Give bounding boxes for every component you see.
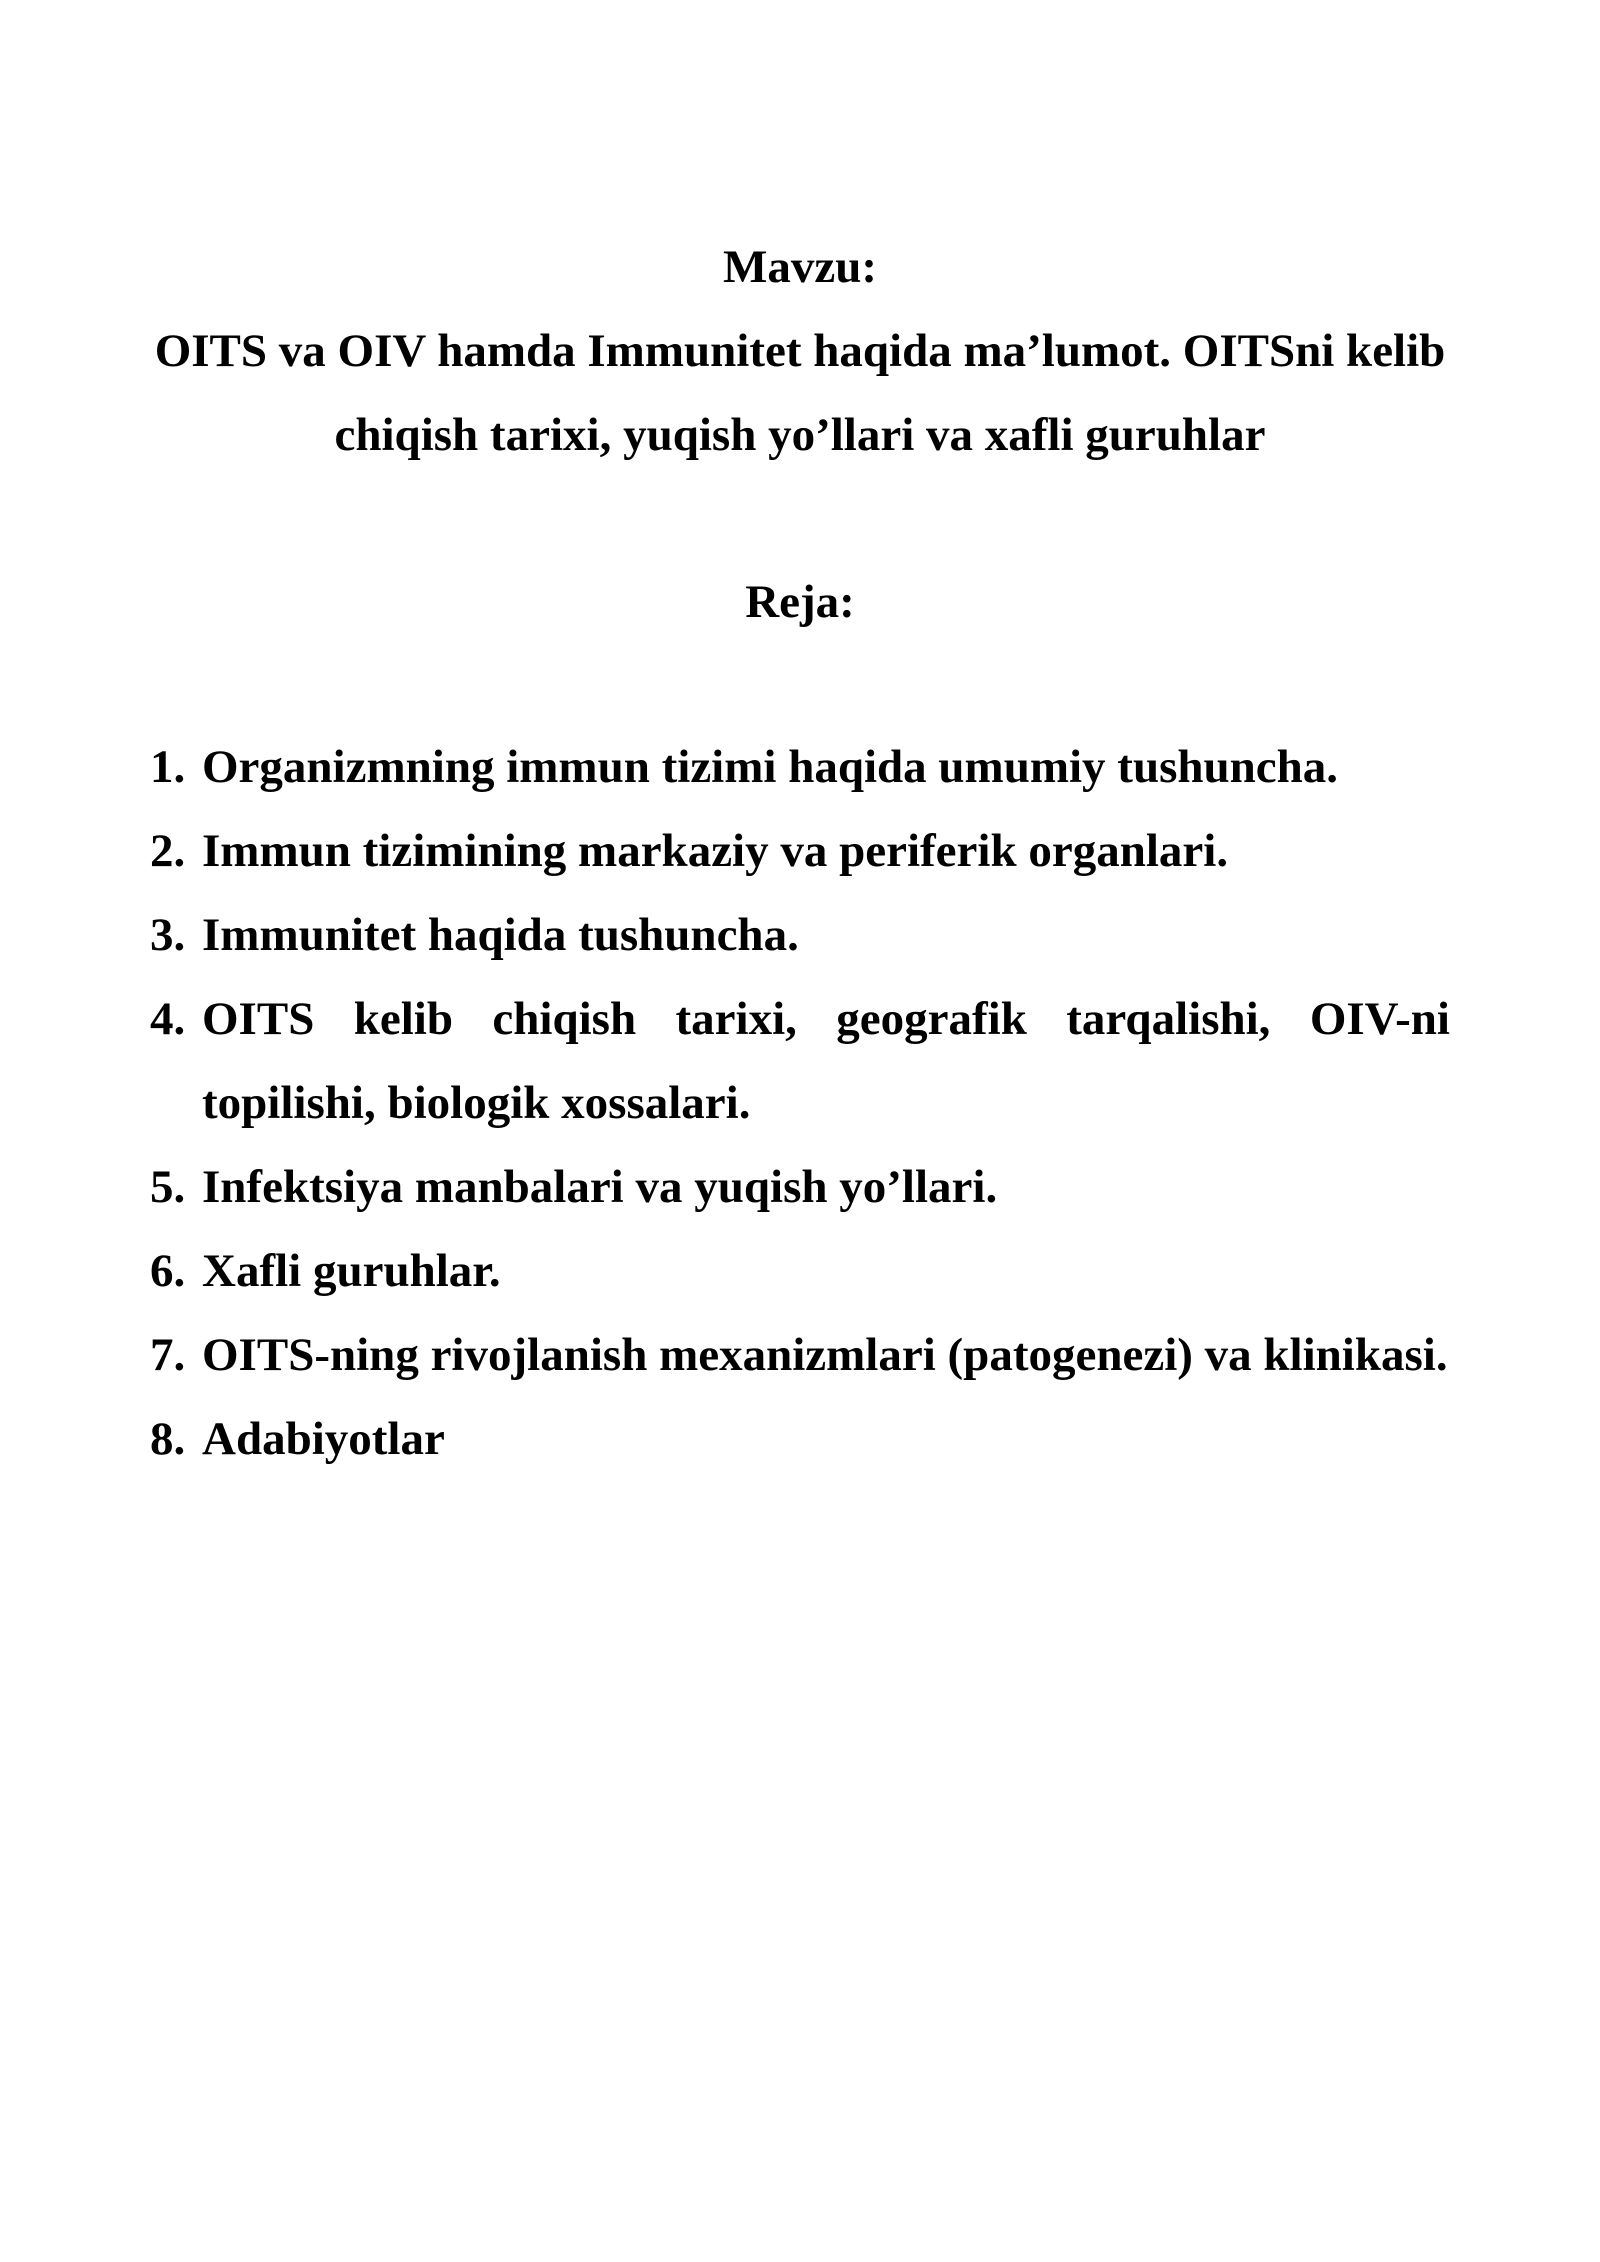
plan-item-5: [150, 1145, 1450, 1229]
plan-label: Reja:: [745, 576, 855, 628]
plan-item-7: [150, 1313, 1450, 1397]
topic-title: OITS va OIV hamda Immunitet haqida ma’lumot. OITSni kelib chiqish tarixi, yuqish yo’llari va xafli guruhlar: [154, 325, 1446, 461]
plan-item-2: [150, 809, 1450, 893]
topic-label: Mavzu:: [722, 241, 877, 293]
plan-item-number: 3.: [150, 909, 186, 961]
plan-item-number: 7.: [150, 1329, 186, 1381]
plan-item-1: [150, 725, 1450, 809]
plan-item-4: [150, 977, 1450, 1145]
plan-item-3: [150, 893, 1450, 977]
plan-item-text: Xafli guruhlar.: [202, 1245, 501, 1297]
plan-item-text: Immunitet haqida tushuncha.: [202, 909, 799, 961]
plan-item-text: Organizmning immun tizimi haqida umumiy tushuncha.: [202, 741, 1339, 793]
plan-item-8: [150, 1397, 1450, 1481]
plan-item-number: 5.: [150, 1161, 186, 1213]
plan-item-number: 2.: [150, 825, 186, 877]
plan-item-number: 1.: [150, 741, 186, 793]
plan-item-number: 8.: [150, 1413, 186, 1465]
plan-item-text: OITS kelib chiqish tarixi, geografik tarqalishi, OIV-ni topilishi, biologik xossalari.: [202, 993, 1450, 1129]
plan-item-number: 4.: [150, 993, 186, 1045]
plan-item-text: Immun tizimining markaziy va periferik organlari.: [202, 825, 1229, 877]
plan-item-6: [150, 1229, 1450, 1313]
plan-list: [150, 725, 1450, 1481]
plan-item-text: Infektsiya manbalari va yuqish yo’llari.: [202, 1161, 998, 1213]
plan-item-text: Adabiyotlar: [202, 1413, 445, 1465]
plan-item-text: OITS-ning rivojlanish mexanizmlari (patogenezi) va klinikasi.: [202, 1329, 1448, 1381]
plan-item-number: 6.: [150, 1245, 186, 1297]
